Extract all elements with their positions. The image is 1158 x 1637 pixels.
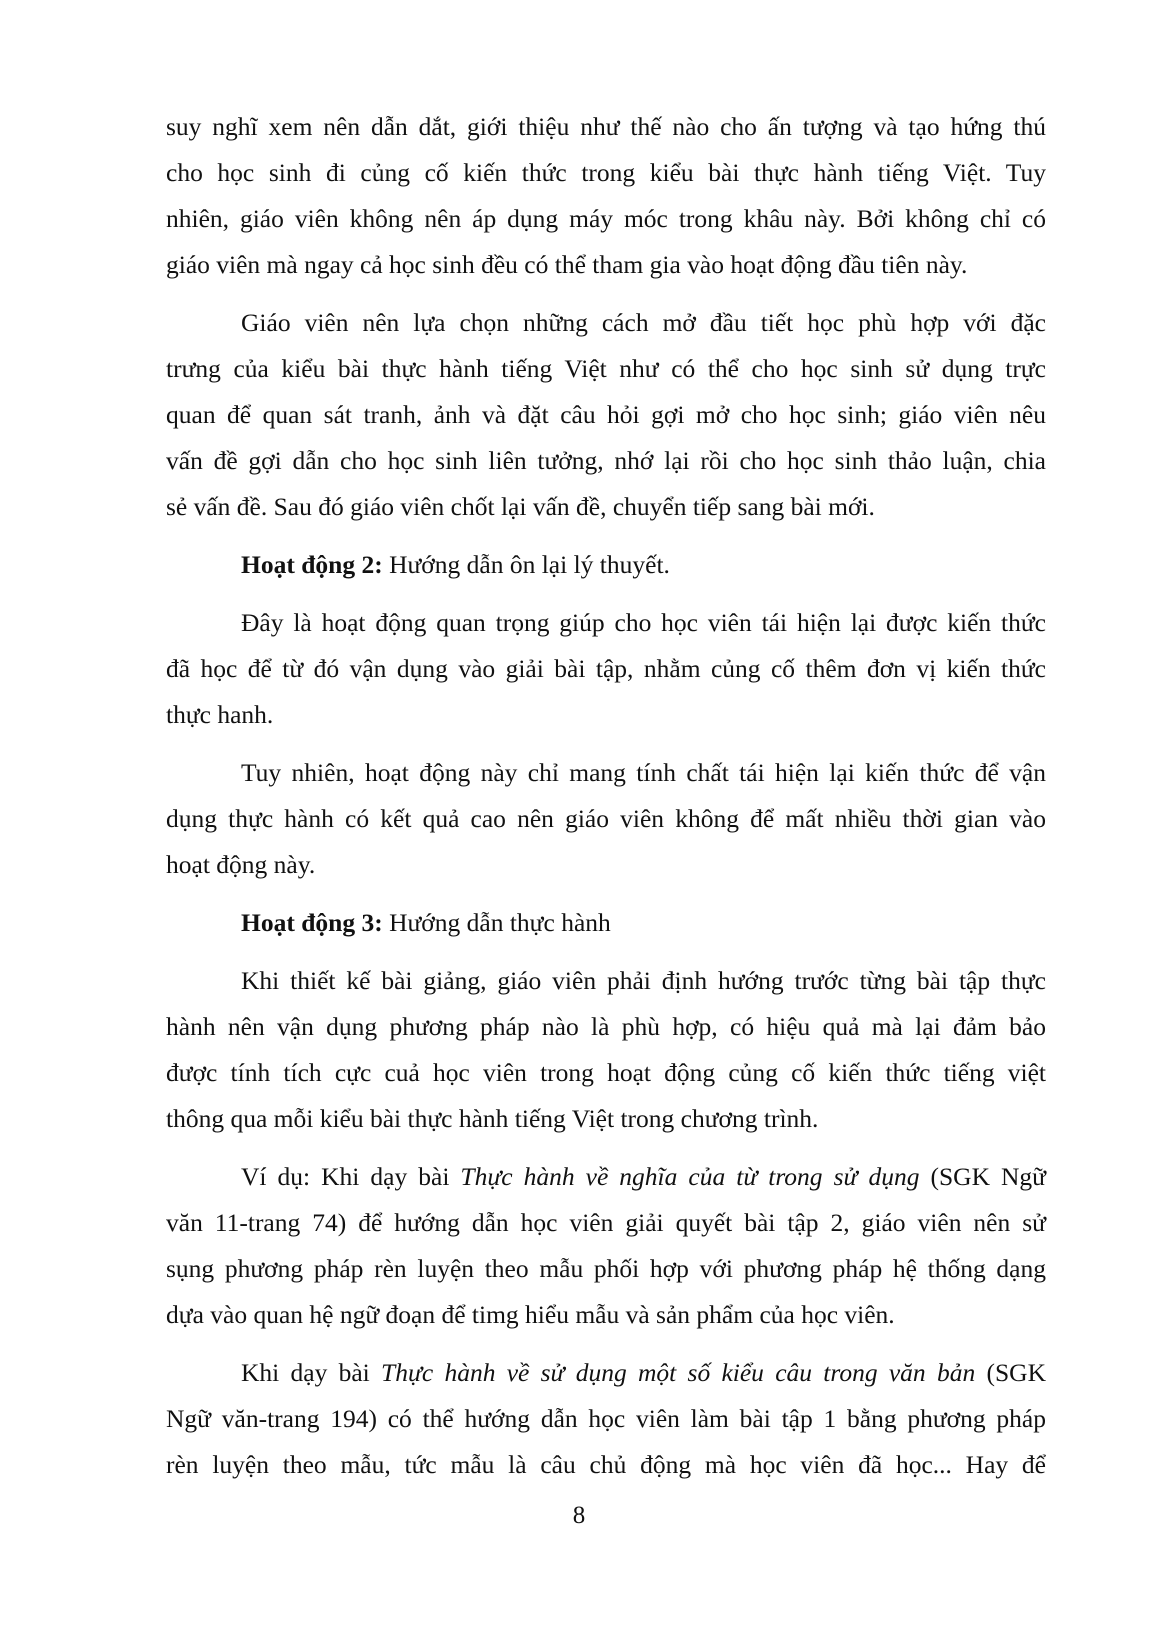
text-line: [166, 1154, 1046, 1200]
paragraph-1: [166, 104, 1046, 288]
page-number: 8: [572, 1502, 586, 1529]
text-run: (SGK: [975, 1358, 1046, 1387]
text-line: hoạt động này.: [166, 850, 316, 879]
heading-label: Hoạt động 2:: [241, 550, 383, 579]
heading-text: Hướng dẫn ôn lại lý thuyết.: [382, 550, 670, 579]
heading-text: Hướng dẫn thực hành: [382, 908, 611, 937]
text-line: cho học sinh đi củng cố kiến thức trong kiểu bài thực hành tiếng Việt. Tuy: [166, 158, 1046, 187]
paragraph-6: [166, 1154, 1046, 1338]
text-line: trưng của kiểu bài thực hành tiếng Việt như có thể cho học sinh sử dụng trực: [166, 354, 1046, 383]
heading-activity-3: [166, 900, 1046, 946]
document-body: [166, 104, 1046, 1488]
text-line: Ngữ văn-trang 194) có thể hướng dẫn học viên làm bài tập 1 bằng phương pháp: [166, 1404, 1046, 1433]
text-line: suy nghĩ xem nên dẫn dắt, giới thiệu như thế nào cho ấn tượng và tạo hứng thú: [166, 112, 1046, 141]
text-line: sụng phương pháp rèn luyện theo mẫu phối hợp với phương pháp hệ thống dạng: [166, 1254, 1046, 1283]
text-line: Đây là hoạt động quan trọng giúp cho học viên tái hiện lại được kiến thức: [241, 608, 1046, 637]
heading-activity-2: [166, 542, 1046, 588]
paragraph-5: [166, 958, 1046, 1142]
lesson-title: Thực hành về nghĩa của từ trong sử dụng: [460, 1162, 920, 1191]
text-line: thực hanh.: [166, 700, 274, 729]
text-line: thông qua mỗi kiểu bài thực hành tiếng Việt trong chương trình.: [166, 1104, 819, 1133]
text-line: Giáo viên nên lựa chọn những cách mở đầu tiết học phù hợp với đặc: [241, 308, 1046, 337]
paragraph-2: [166, 300, 1046, 530]
text-line: vấn đề gợi dẫn cho học sinh liên tưởng, nhớ lại rồi cho học sinh thảo luận, chia: [166, 446, 1046, 475]
paragraph-3: [166, 600, 1046, 738]
text-line: hành nên vận dụng phương pháp nào là phù hợp, có hiệu quả mà lại đảm bảo: [166, 1012, 1046, 1041]
text-line: sẻ vấn đề. Sau đó giáo viên chốt lại vấn đề, chuyển tiếp sang bài mới.: [166, 492, 875, 521]
text-line: [166, 1350, 1046, 1396]
text-line: nhiên, giáo viên không nên áp dụng máy móc trong khâu này. Bởi không chỉ có: [166, 204, 1046, 233]
text-line: giáo viên mà ngay cả học sinh đều có thể tham gia vào hoạt động đầu tiên này.: [166, 250, 968, 279]
heading-label: Hoạt động 3:: [241, 908, 383, 937]
text-run: Khi dạy bài: [241, 1358, 382, 1387]
text-line: Khi thiết kế bài giảng, giáo viên phải định hướng trước từng bài tập thực: [241, 966, 1046, 995]
paragraph-7: [166, 1350, 1046, 1488]
text-line: dụng thực hành có kết quả cao nên giáo viên không để mất nhiều thời gian vào: [166, 804, 1046, 833]
text-run: Ví dụ: Khi dạy bài: [241, 1162, 461, 1191]
text-line: văn 11-trang 74) để hướng dẫn học viên giải quyết bài tập 2, giáo viên nên sử: [166, 1208, 1046, 1237]
paragraph-4: [166, 750, 1046, 888]
lesson-title: Thực hành về sử dụng một số kiểu câu trong văn bản: [381, 1358, 976, 1387]
text-line: được tính tích cực cuả học viên trong hoạt động củng cố kiến thức tiếng việt: [166, 1058, 1046, 1087]
text-line: đã học để từ đó vận dụng vào giải bài tập, nhằm củng cố thêm đơn vị kiến thức: [166, 654, 1046, 683]
text-run: (SGK Ngữ: [919, 1162, 1046, 1191]
text-line: rèn luyện theo mẫu, tức mẫu là câu chủ động mà học viên đã học... Hay để: [166, 1450, 1046, 1479]
text-line: Tuy nhiên, hoạt động này chỉ mang tính chất tái hiện lại kiến thức để vận: [241, 758, 1046, 787]
text-line: dựa vào quan hệ ngữ đoạn để timg hiểu mẫu và sản phẩm của học viên.: [166, 1300, 895, 1329]
text-line: quan để quan sát tranh, ảnh và đặt câu hỏi gợi mở cho học sinh; giáo viên nêu: [166, 400, 1046, 429]
